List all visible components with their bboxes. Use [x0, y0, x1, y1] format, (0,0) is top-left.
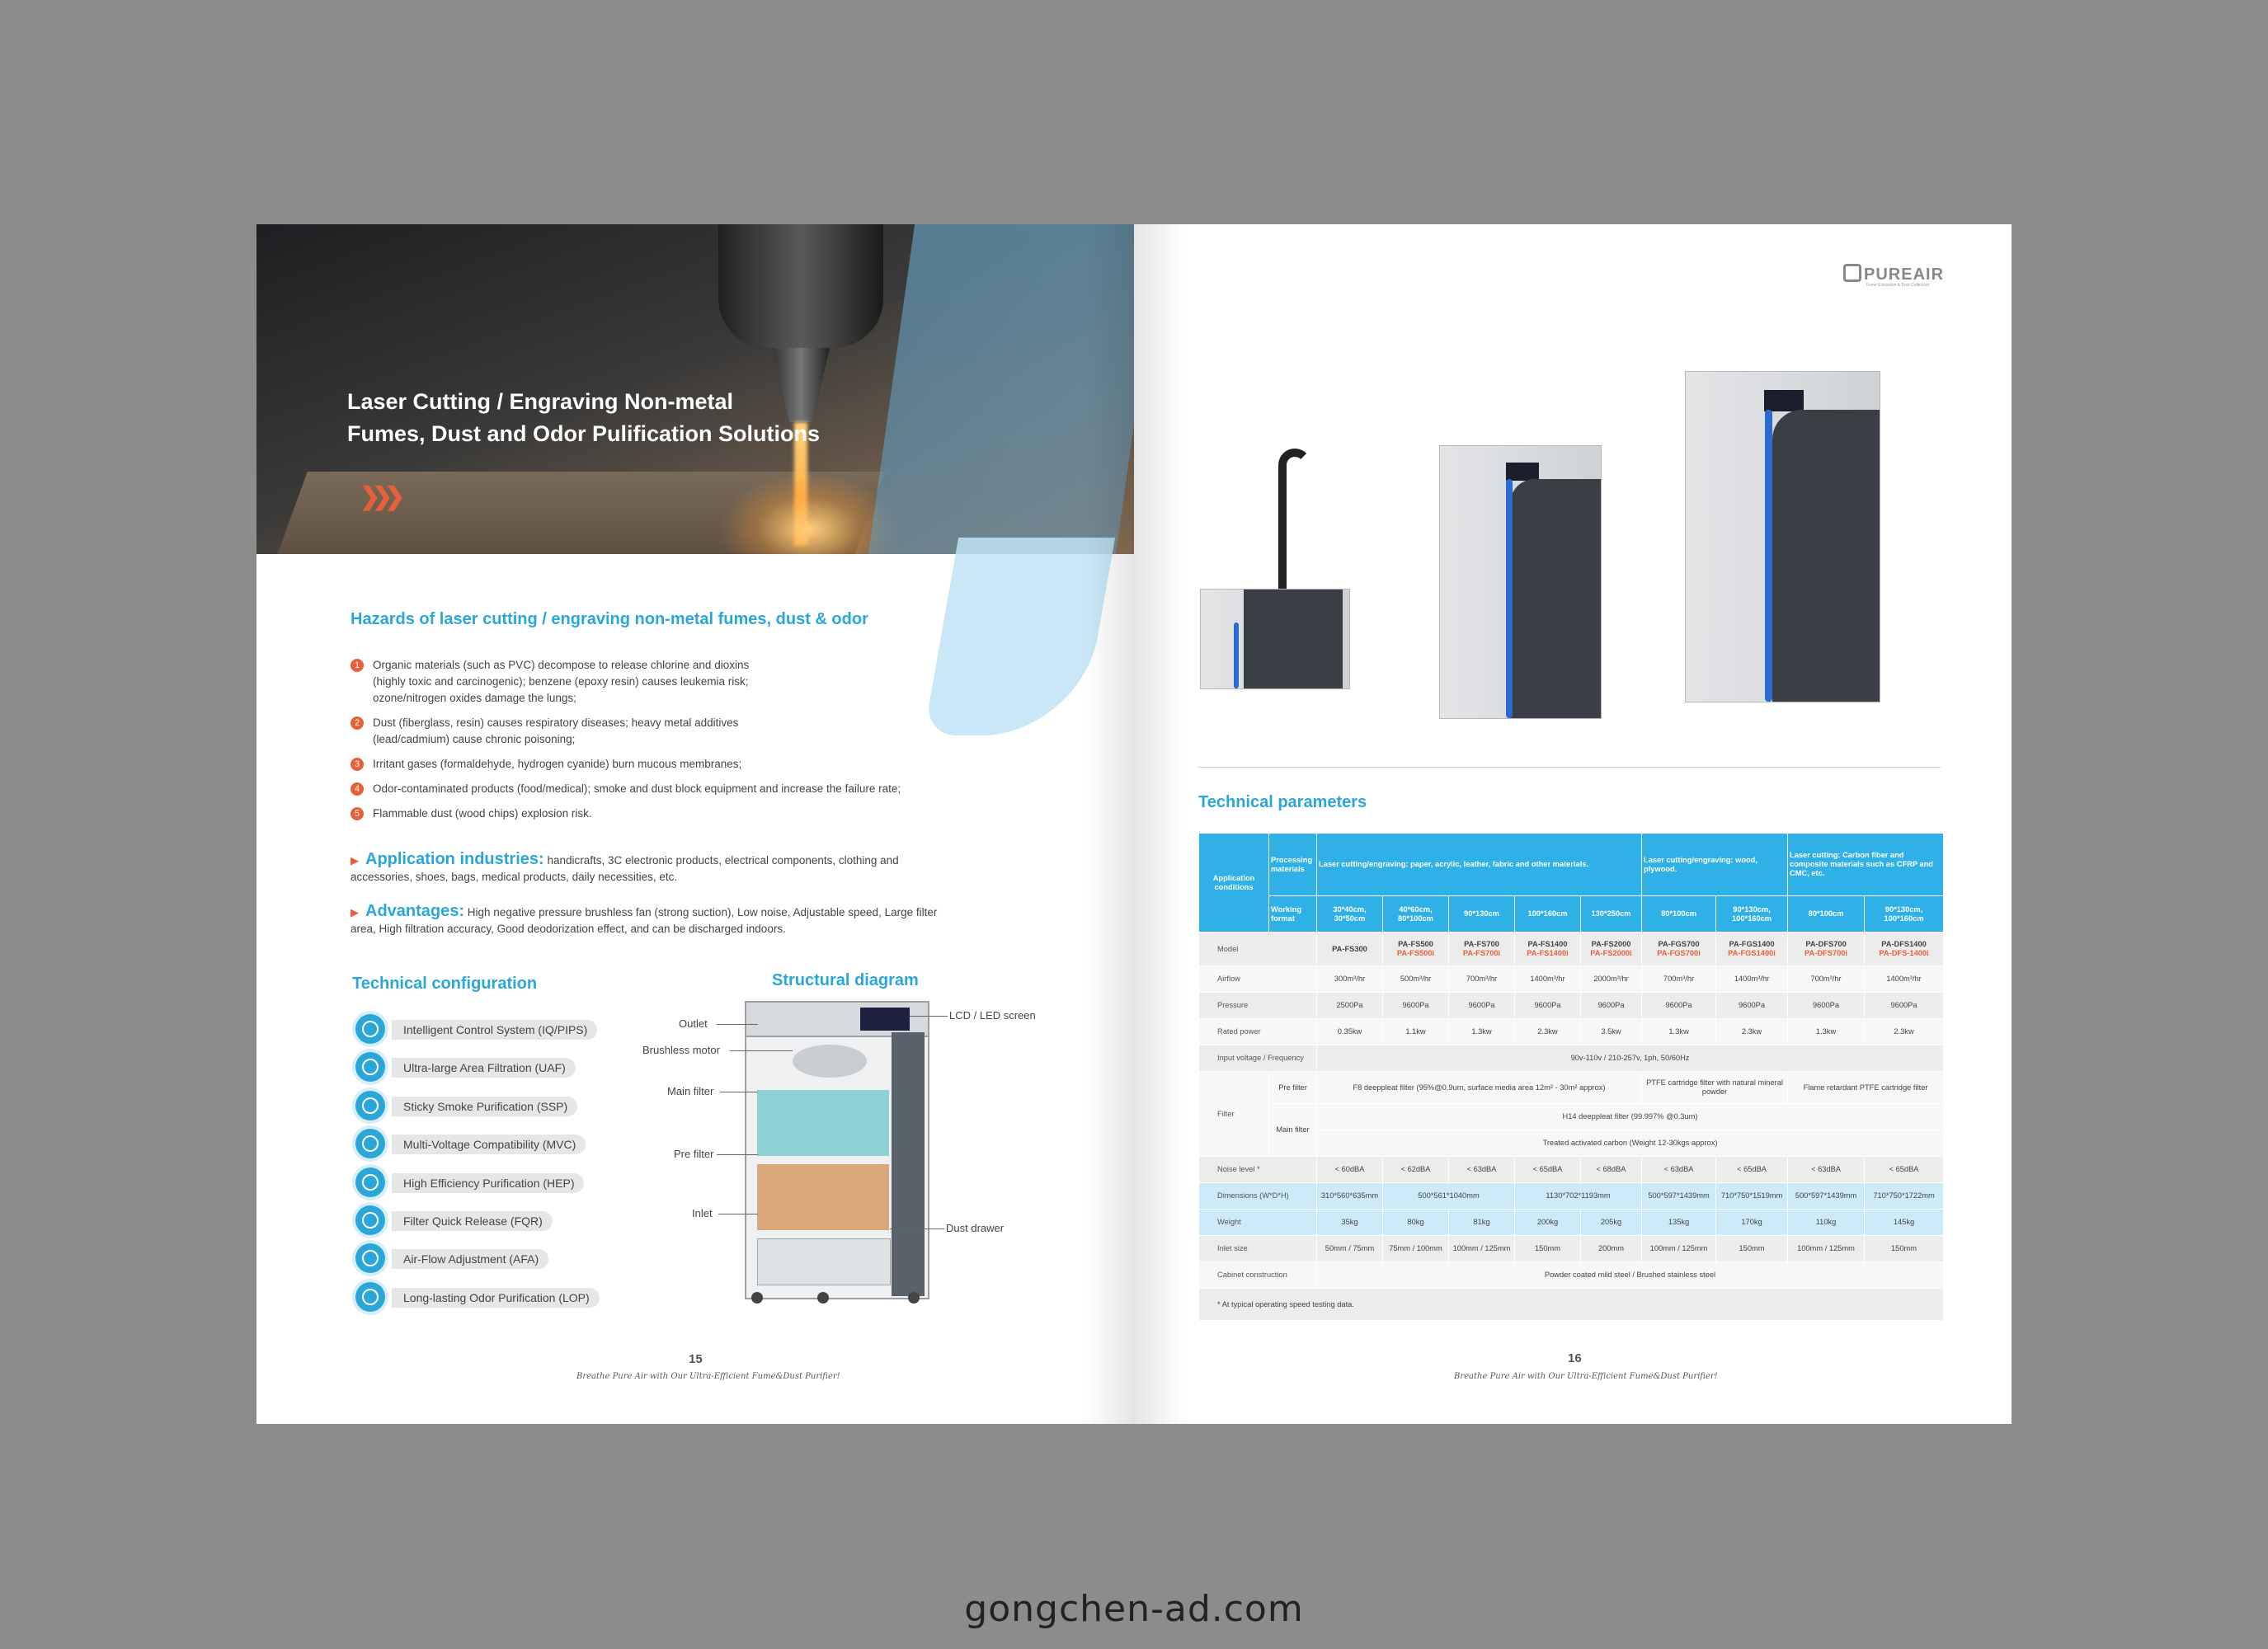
format-cell: 40*60cm, 80*100cm — [1383, 896, 1449, 933]
hazard-item: 1 Organic materials (such as PVC) decompose to release chlorine and dioxins (highly toxic and carcinogenic); benzene (epoxy resin) causes leukemia risk; ozone/nitrogen oxides damage the lungs; — [351, 657, 977, 707]
value-cell: 1400m³/hr — [1865, 966, 1944, 993]
value-cell: 9600Pa — [1865, 993, 1944, 1019]
advantages-paragraph: ▶ Advantages: High negative pressure brushless fan (strong suction), Low noise, Adjustable speed, Large filter area, High filtration accuracy, Good deodorization effect, and can be discharged indoors. — [351, 902, 938, 935]
table-row — [1199, 896, 1944, 933]
label-lcd-screen: LCD / LED screen — [949, 1009, 1036, 1022]
format-cell: 80*100cm — [1788, 896, 1865, 933]
model-cell: PA-FGS700 PA-FGS700i — [1642, 933, 1716, 966]
value-cell: < 60dBA — [1317, 1157, 1383, 1183]
config-feature-icon — [355, 1014, 385, 1044]
label-pre-filter: Pre filter — [674, 1148, 714, 1160]
value-cell: 9600Pa — [1788, 993, 1865, 1019]
value-cell: 9600Pa — [1515, 993, 1581, 1019]
value-cell: 2000m³/hr — [1581, 966, 1642, 993]
value-cell: 2.3kw — [1515, 1019, 1581, 1045]
config-item-label: Multi-Voltage Compatibility (MVC) — [392, 1135, 586, 1154]
value-cell: 150mm — [1515, 1236, 1581, 1262]
value-cell: 100mm / 125mm — [1788, 1236, 1865, 1262]
value-cell: 50mm / 75mm — [1317, 1236, 1383, 1262]
technical-parameters-table — [1198, 833, 1944, 1321]
config-feature-icon — [355, 1243, 385, 1273]
cabinet-side-panel — [892, 1032, 925, 1296]
value-cell: < 62dBA — [1383, 1157, 1449, 1183]
row-label: Airflow — [1199, 966, 1317, 993]
table-row — [1199, 993, 1944, 1019]
value-cell: 700m³/hr — [1449, 966, 1515, 993]
value-cell: PTFE cartridge filter with natural mineral powder — [1642, 1072, 1788, 1104]
label-brushless-motor: Brushless motor — [642, 1044, 720, 1056]
value-cell: 9600Pa — [1383, 993, 1449, 1019]
value-cell: 500*597*1439mm — [1642, 1183, 1716, 1210]
value-cell: 135kg — [1642, 1210, 1716, 1236]
value-cell: 1.3kw — [1788, 1019, 1865, 1045]
hero-title: Laser Cutting / Engraving Non-metal Fumes, Dust and Odor Pulification Solutions — [347, 389, 821, 446]
row-label: Model — [1199, 933, 1317, 966]
value-cell: 80kg — [1383, 1210, 1449, 1236]
header-working-format: Working format — [1269, 896, 1317, 933]
number-badge-icon: 3 — [351, 758, 364, 771]
value-cell: 1.3kw — [1449, 1019, 1515, 1045]
value-cell: 205kg — [1581, 1210, 1642, 1236]
wheel-icon — [751, 1292, 763, 1304]
value-cell: 200mm — [1581, 1236, 1642, 1262]
table-row — [1199, 1019, 1944, 1045]
hazard-item: 3 Irritant gases (formaldehyde, hydrogen cyanide) burn mucous membranes; — [351, 756, 977, 773]
table-row — [1199, 1210, 1944, 1236]
value-cell: 2.3kw — [1865, 1019, 1944, 1045]
value-cell: 81kg — [1449, 1210, 1515, 1236]
value-cell: < 63dBA — [1788, 1157, 1865, 1183]
motor-graphic — [793, 1045, 867, 1078]
wheel-icon — [817, 1292, 829, 1304]
label-dust-drawer: Dust drawer — [946, 1222, 1005, 1234]
value-cell: 9600Pa — [1716, 993, 1788, 1019]
header-processing-materials: Processing materials — [1269, 834, 1317, 896]
wheel-icon — [908, 1292, 920, 1304]
config-feature-icon — [355, 1052, 385, 1082]
format-cell: 90*130cm, 100*160cm — [1865, 896, 1944, 933]
header-material-group: Laser cutting/engraving: wood, plywood. — [1642, 834, 1788, 896]
hazard-item: 2 Dust (fiberglass, resin) causes respiratory diseases; heavy metal additives (lead/cadmium) cause chronic poisoning; — [351, 715, 977, 748]
row-sublabel: Pre filter — [1269, 1072, 1317, 1104]
dust-drawer-graphic — [757, 1238, 891, 1285]
table-row — [1199, 1262, 1944, 1289]
value-cell: < 65dBA — [1865, 1157, 1944, 1183]
value-cell: 1400m³/hr — [1716, 966, 1788, 993]
table-row — [1199, 834, 1944, 896]
page-number: 16 — [1568, 1351, 1582, 1365]
hazard-item: 4 Odor-contaminated products (food/medical); smoke and dust block equipment and increase the failure rate; — [351, 781, 977, 797]
value-cell: 3.5kw — [1581, 1019, 1642, 1045]
config-feature-icon — [355, 1091, 385, 1120]
model-cell: PA-DFS1400 PA-DFS-1400i — [1865, 933, 1944, 966]
main-filter-graphic — [757, 1090, 889, 1156]
brochure-page-15 — [256, 224, 1134, 1424]
table-row — [1199, 1157, 1944, 1183]
value-cell: 1.3kw — [1642, 1019, 1716, 1045]
number-badge-icon: 2 — [351, 716, 364, 730]
number-badge-icon: 4 — [351, 782, 364, 796]
config-item-label: Air-Flow Adjustment (AFA) — [392, 1249, 548, 1269]
hazard-item: 5 Flammable dust (wood chips) explosion risk. — [351, 806, 977, 822]
value-cell: 310*560*635mm — [1317, 1183, 1383, 1210]
value-cell: 2500Pa — [1317, 993, 1383, 1019]
label-main-filter: Main filter — [667, 1085, 714, 1097]
lcd-screen-graphic — [860, 1008, 910, 1031]
model-cell: PA-FGS1400 PA-FGS1400i — [1716, 933, 1788, 966]
value-cell: < 68dBA — [1581, 1157, 1642, 1183]
value-cell: 200kg — [1515, 1210, 1581, 1236]
header-material-group: Laser cutting: Carbon fiber and composite materials such as CFRP and CMC, etc. — [1788, 834, 1944, 896]
value-cell: 150mm — [1716, 1236, 1788, 1262]
value-cell: 9600Pa — [1642, 993, 1716, 1019]
table-row — [1199, 1289, 1944, 1321]
value-cell: 300m³/hr — [1317, 966, 1383, 993]
value-cell: < 65dBA — [1716, 1157, 1788, 1183]
table-row — [1199, 1104, 1944, 1130]
table-row — [1199, 966, 1944, 993]
config-item-label: Ultra-large Area Filtration (UAF) — [392, 1058, 576, 1078]
value-cell: < 65dBA — [1515, 1157, 1581, 1183]
row-label: Pressure — [1199, 993, 1317, 1019]
value-cell: < 63dBA — [1449, 1157, 1515, 1183]
technical-configuration-title: Technical configuration — [352, 975, 538, 993]
watermark-text: gongchen-ad.com — [964, 1588, 1304, 1630]
table-row — [1199, 1183, 1944, 1210]
pureair-logo-icon — [1843, 264, 1861, 282]
value-cell: 9600Pa — [1581, 993, 1642, 1019]
table-row — [1199, 1072, 1944, 1104]
config-feature-icon — [355, 1167, 385, 1197]
value-cell: 170kg — [1716, 1210, 1788, 1236]
config-feature-icon — [355, 1129, 385, 1158]
format-cell: 90*130cm — [1449, 896, 1515, 933]
hero-banner-laser-image — [256, 224, 1134, 554]
row-label: Weight — [1199, 1210, 1317, 1236]
value-cell: 145kg — [1865, 1210, 1944, 1236]
pureair-logo: PUREAIR Fume Extraction & Dust Collection — [1843, 264, 1944, 288]
laser-nozzle-graphic — [718, 224, 883, 348]
row-label: Dimensions (W*D*H) — [1199, 1183, 1317, 1210]
config-item-label: Long-lasting Odor Purification (LOP) — [392, 1288, 600, 1308]
slogan: Breathe Pure Air with Our Ultra-Efficient Fume&Dust Purifier! — [576, 1372, 840, 1381]
value-cell: Treated activated carbon (Weight 12-30kgs approx) — [1317, 1130, 1944, 1157]
config-item-label: High Efficiency Purification (HEP) — [392, 1173, 584, 1193]
value-cell: 90v-110v / 210-257v, 1ph, 50/60Hz — [1317, 1045, 1944, 1072]
technical-parameters-title: Technical parameters — [1198, 793, 1367, 811]
value-cell: 500m³/hr — [1383, 966, 1449, 993]
value-cell: F8 deeppleat filter (95%@0.9um, surface media area 12m² - 30m² approx) — [1317, 1072, 1642, 1104]
value-cell: < 63dBA — [1642, 1157, 1716, 1183]
model-cell: PA-FS700 PA-FS700i — [1449, 933, 1515, 966]
structural-diagram — [642, 999, 1131, 1304]
hazards-list — [351, 657, 977, 830]
config-item-label: Filter Quick Release (FQR) — [392, 1211, 553, 1231]
value-cell: 710*750*1722mm — [1865, 1183, 1944, 1210]
row-label: Rated power — [1199, 1019, 1317, 1045]
value-cell: 2.3kw — [1716, 1019, 1788, 1045]
model-cell: PA-FS300 — [1317, 933, 1383, 966]
value-cell: 700m³/hr — [1642, 966, 1716, 993]
value-cell: 1130*702*1193mm — [1515, 1183, 1642, 1210]
row-label: Inlet size — [1199, 1236, 1317, 1262]
triangle-right-icon: ▶ — [351, 906, 359, 918]
header-application-conditions: Application conditions — [1199, 834, 1269, 933]
value-cell: 150mm — [1865, 1236, 1944, 1262]
hazards-title: Hazards of laser cutting / engraving non-metal fumes, dust & odor — [351, 610, 868, 628]
value-cell: 500*561*1040mm — [1383, 1183, 1515, 1210]
value-cell: 110kg — [1788, 1210, 1865, 1236]
triangle-right-icon: ▶ — [351, 854, 359, 867]
product-image-small-unit — [1200, 449, 1353, 696]
chevron-right-icon: ❯❯❯ — [360, 483, 398, 510]
model-cell: PA-FS1400 PA-FS1400i — [1515, 933, 1581, 966]
row-label: Filter — [1199, 1072, 1269, 1157]
value-cell: 100mm / 125mm — [1642, 1236, 1716, 1262]
slogan: Breathe Pure Air with Our Ultra-Efficient Fume&Dust Purifier! — [1454, 1372, 1718, 1381]
value-cell: 75mm / 100mm — [1383, 1236, 1449, 1262]
value-cell: H14 deeppleat filter (99.997% @0.3um) — [1317, 1104, 1944, 1130]
format-cell: 80*100cm — [1642, 896, 1716, 933]
model-cell: PA-FS2000 PA-FS2000i — [1581, 933, 1642, 966]
value-cell: 710*750*1519mm — [1716, 1183, 1788, 1210]
structural-diagram-title: Structural diagram — [772, 971, 919, 989]
brochure-page-16 — [1134, 224, 2012, 1424]
value-cell: 1400m³/hr — [1515, 966, 1581, 993]
table-row — [1199, 1045, 1944, 1072]
table-row — [1199, 933, 1944, 966]
value-cell: Flame retardant PTFE cartridge filter — [1788, 1072, 1944, 1104]
section-divider — [1198, 767, 1941, 768]
label-outlet: Outlet — [679, 1017, 708, 1030]
config-item-label: Sticky Smoke Purification (SSP) — [392, 1097, 577, 1116]
model-cell: PA-FS500 PA-FS500i — [1383, 933, 1449, 966]
application-industries-paragraph: ▶ Application industries: handicrafts, 3C electronic products, electrical components, clothing and accessories, shoes, bags, medical products, daily necessities, etc. — [351, 850, 899, 883]
value-cell: Powder coated mild steel / Brushed stainless steel — [1317, 1262, 1944, 1289]
row-label: Cabinet construction — [1199, 1262, 1317, 1289]
format-cell: 90*130cm, 100*160cm — [1716, 896, 1788, 933]
config-feature-icon — [355, 1205, 385, 1235]
table-footnote: * At typical operating speed testing data. — [1199, 1289, 1944, 1321]
row-sublabel: Main filter — [1269, 1104, 1317, 1157]
value-cell: 700m³/hr — [1788, 966, 1865, 993]
config-item-label: Intelligent Control System (IQ/PIPS) — [392, 1020, 597, 1040]
format-cell: 100*160cm — [1515, 896, 1581, 933]
page-number: 15 — [689, 1352, 703, 1366]
table-row — [1199, 1236, 1944, 1262]
row-label: Input voltage / Frequency — [1199, 1045, 1317, 1072]
row-label: Noise level * — [1199, 1157, 1317, 1183]
number-badge-icon: 5 — [351, 807, 364, 820]
format-cell: 30*40cm, 30*50cm — [1317, 896, 1383, 933]
label-inlet: Inlet — [692, 1207, 713, 1219]
value-cell: 1.1kw — [1383, 1019, 1449, 1045]
config-feature-icon — [355, 1282, 385, 1312]
model-cell: PA-DFS700 PA-DFS700i — [1788, 933, 1865, 966]
value-cell: 500*597*1439mm — [1788, 1183, 1865, 1210]
value-cell: 100mm / 125mm — [1449, 1236, 1515, 1262]
pre-filter-graphic — [757, 1164, 889, 1230]
value-cell: 35kg — [1317, 1210, 1383, 1236]
number-badge-icon: 1 — [351, 659, 364, 672]
value-cell: 9600Pa — [1449, 993, 1515, 1019]
format-cell: 130*250cm — [1581, 896, 1642, 933]
value-cell: 0.35kw — [1317, 1019, 1383, 1045]
header-material-group: Laser cutting/engraving: paper, acrylic, leather, fabric and other materials. — [1317, 834, 1642, 896]
